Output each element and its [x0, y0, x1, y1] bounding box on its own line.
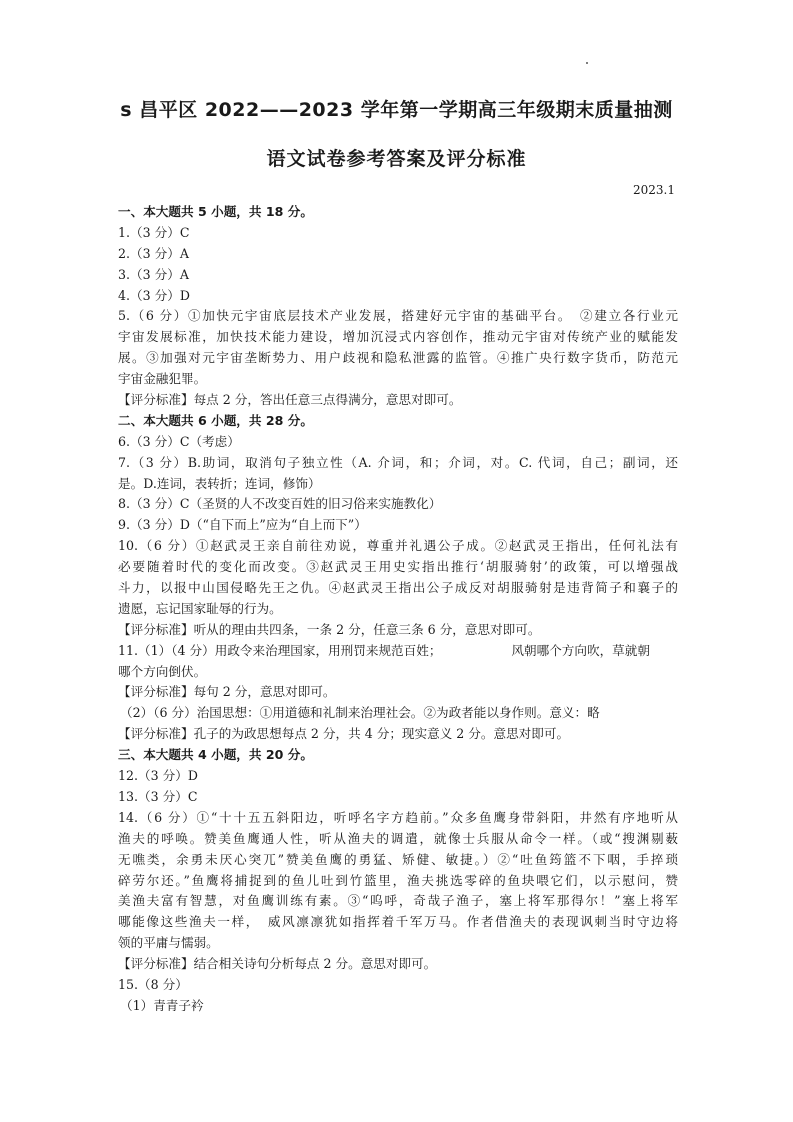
answer-q13: 13.（3 分）C: [118, 788, 198, 804]
answer-q6: 6.（3 分）C（考虑）: [118, 433, 240, 449]
answer-q10-line: 必要随着时代的变化而改变。③赵武灵王用史实指出推行‘胡服骑射’的政策，可以增强战: [118, 559, 678, 575]
answer-q5-line: 展。③加强对元宇宙垄断势力、用户歧视和隐私泄露的监管。④推广央行数字货币，防范元: [118, 350, 678, 366]
answer-q11-part-b: 风朝哪个方向吹，草就朝: [511, 642, 650, 658]
answer-q10-line: 斗力，以报中山国侵略先王之仇。④赵武灵王指出公子成反对胡服骑射是违背简子和襄子的: [118, 580, 678, 596]
answer-q3: 3.（3 分）A: [118, 266, 189, 282]
scoring-standard-q11-2: 【评分标准】孔子的为政思想每点 2 分，共 4 分；现实意义 2 分。意思对即可。: [118, 726, 570, 742]
answer-body: [118, 202, 678, 1017]
answer-q14-line: 无噍类，余勇未厌心突兀”赞美鱼鹰的勇猛、矫健、敏捷。）②“吐鱼筠篮不下咽，手捽琐: [118, 851, 678, 867]
answer-q11-part-a: 11.（1）（4 分）用政令来治理国家，用刑罚来规范百姓；: [118, 642, 442, 658]
answer-q5-line: 5.（6 分）①加快元宇宙底层技术产业发展，搭建好元宇宙的基础平台。 ②建立各行业元: [118, 308, 678, 324]
answer-q10-line: 遗愿，忘记国家耻辱的行为。: [118, 600, 282, 616]
scoring-standard-q10: 【评分标准】听从的理由共四条，一条 2 分，任意三条 6 分，意思对即可。: [118, 621, 541, 637]
answer-q14-line: 渔夫的呼唤。赞美鱼鹰通人性，听从渔夫的调遣，就像士兵服从命令一样。（或“搜渊剔薮: [118, 830, 678, 846]
answer-q1: 1.（3 分）C: [118, 224, 190, 240]
answer-q11-line: 哪个方向倒伏。: [118, 663, 207, 679]
scoring-standard-q14: 【评分标准】结合相关诗句分析每点 2 分。意思对即可。: [118, 956, 437, 972]
answer-q14-line: 碎劳尔还。”鱼鹰将捕捉到的鱼儿吐到竹篮里，渔夫挑选零碎的鱼块喂它们，以示慰问，赞: [118, 872, 678, 888]
answer-q15: 15.（8 分）: [118, 976, 188, 992]
answer-q14-line: 哪能像这些渔夫一样， 威风凛凛犹如指挥着千军万马。作者借渔夫的表现讽刺当时守边将: [118, 914, 678, 930]
answer-q14-line: 美渔夫富有智慧，对鱼鹰训练有素。③“呜呼，奇哉子渔子，塞上将军那得尔！”塞上将军: [118, 893, 678, 909]
answer-q14-line: 14.（6 分）①“十十五五斜阳边，听呼名字方趋前。”众多鱼鹰身带斜阳，井然有序地听从: [118, 809, 678, 825]
answer-q7-line: 7.（3 分）B.助词，取消句子独立性（A. 介词，和；介词，对。C. 代词，自己；副词，还: [118, 454, 678, 470]
section-heading-3: 三、本大题共 4 小题，共 20 分。: [118, 747, 313, 763]
answer-q5-line: 宇宙金融犯罪。: [118, 371, 207, 387]
answer-q15-part-1: （1）青青子衿: [120, 997, 204, 1013]
scoring-standard-q5: 【评分标准】每点 2 分，答出任意三点得满分，意思对即可。: [118, 392, 462, 408]
answer-q8: 8.（3 分）C（圣贤的人不改变百姓的旧习俗来实施教化）: [118, 496, 442, 512]
answer-q4: 4.（3 分）D: [118, 287, 190, 303]
document-date: 2023.1: [633, 183, 675, 197]
answer-q7-line: 是。D.连词，表转折；连词，修饰）: [118, 475, 321, 491]
answer-q11-line: （2）（6 分）治国思想：①用道德和礼制来治理社会。②为政者能以身作则。意义：略: [120, 705, 600, 721]
scoring-standard-q11-1: 【评分标准】每句 2 分，意思对即可。: [118, 684, 336, 700]
document-subtitle: 语文试卷参考答案及评分标准: [266, 148, 527, 170]
document-title: s 昌平区 2022——2023 学年第一学期高三年级期末质量抽测: [120, 99, 673, 121]
answer-q12: 12.（3 分）D: [118, 768, 198, 784]
answer-q11-line: [118, 641, 678, 662]
answer-q9: 9.（3 分）D（“自下而上”应为“自上而下”）: [118, 517, 367, 533]
speck-mark: [586, 62, 588, 64]
section-heading-1: 一、本大题共 5 小题，共 18 分。: [118, 204, 313, 219]
answer-q10-line: 10.（6 分）①赵武灵王亲自前往劝说，尊重并礼遇公子成。②赵武灵王指出，任何礼法有: [118, 538, 678, 554]
answer-q14-line: 领的平庸与懦弱。: [118, 935, 219, 951]
section-heading-2: 二、本大题共 6 小题，共 28 分。: [118, 412, 313, 428]
answer-q2: 2.（3 分）A: [118, 245, 189, 261]
answer-q5-line: 宇宙发展标准，加快技术能力建设，增加沉浸式内容创作，推动元宇宙对传统产业的赋能发: [118, 329, 678, 345]
